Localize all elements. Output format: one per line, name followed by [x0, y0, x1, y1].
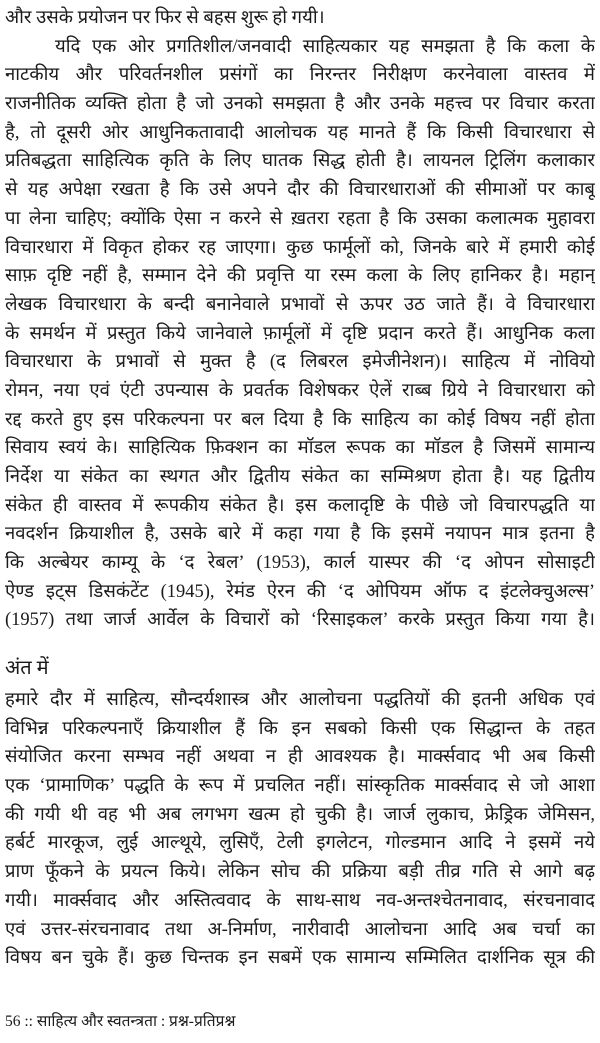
text-line: सिवाय स्वयं के। साहित्यिक फ़िक्शन का मॉडल रूपक का मॉडल है जिसमें सामान्य: [5, 438, 595, 459]
section-heading: अंत में: [5, 657, 49, 679]
page-footer: 56 :: साहित्य और स्वतन्त्रता : प्रश्न-प्रतिप्रश्न: [5, 1013, 236, 1030]
text-line: हमारे दौर में साहित्य, सौन्दर्यशास्त्र और आलोचना पद्धतियों की इतनी अधिक एवं: [5, 690, 595, 710]
text-line: निर्देश या संकेत का स्थगत और द्वितीय संकेत का सम्मिश्रण होता है। यह द्वितीय: [5, 467, 595, 487]
text-line: प्रतिबद्धता साहित्यिक कृति के लिए घातक सिद्ध होती है। लायनल ट्रिलिंग कलाकार: [5, 151, 595, 172]
text-line: हर्बर्ट मारकूज, लुई आल्थूये, लुसिएँ, टेली इगलेटन, गोल्डमान आदि ने इसमें नये: [5, 833, 595, 854]
text-line: एवं उत्तर-संरचनावाद तथा अ-निर्माण, नारीवादी आलोचना आदि अब चर्चा का: [5, 919, 595, 940]
text-line: विषय बन चुके हैं। कुछ चिन्तक इन सबमें एक सामान्य सम्मिलित दार्शनिक सूत्र की: [5, 948, 595, 969]
text-line: और उसके प्रयोजन पर फिर से बहस शुरू हो गयी।: [5, 8, 325, 28]
text-line: रद्द करते हुए इस परिकल्पना पर बल दिया है कि साहित्य का कोई विषय नहीं होता: [5, 409, 595, 430]
paragraph-1: [5, 4, 595, 635]
text-line: एक ‘प्रामाणिक’ पद्धति के रूप में प्रचलित नहीं। सांस्कृतिक मार्क्सवाद से जो आशा: [5, 776, 595, 797]
text-line: ऐण्ड इट्स डिसकंटेंट (1945), रेमंड ऐरन की ‘द ओपियम ऑफ द इंटलेक्चुअल्स’: [5, 581, 595, 602]
text-line: प्राण फूँकने के प्रयत्न किये। लेकिन सोच की प्रक्रिया बड़ी तीव्र गति से आगे बढ़: [5, 862, 595, 883]
text-line: साफ़ दृष्टि नहीं है, सम्मान देने की प्रवृत्ति या रस्म कला के लिए हानिकर है। महान्: [5, 266, 595, 287]
paragraph-2: [5, 686, 595, 973]
text-line: संकेत ही वास्तव में रूपकीय संकेत है। इस कलादृष्टि के पीछे जो विचारपद्धति या: [5, 495, 595, 516]
text-line: लेखक विचारधारा के बन्दी बनानेवाले प्रभावों से ऊपर उठ जाते हैं। वे विचारधारा: [5, 294, 595, 315]
text-line: विभिन्न परिकल्पनाएँ क्रियाशील हैं कि इन सबको किसी एक सिद्धान्त के तहत: [5, 718, 595, 739]
text-line: विचारधारा में विकृत होकर रह जाएगा। कुछ फार्मूलों को, जिनके बारे में हमारी कोई: [5, 237, 595, 258]
text-line: कि अल्बेयर काम्यू के ‘द रेबल’ (1953), कार्ल यास्पर की ‘द ओपन सोसाइटी: [5, 553, 595, 574]
text-line: विचारधारा के प्रभावों से मुक्त है (द लिबरल इमेजीनेशन)। साहित्य में नोवियो: [5, 352, 595, 373]
text-line: (1957) तथा जार्ज आर्वेल के विचारों को ‘रिसाइकल’ करके प्रस्तुत किया गया है।: [5, 610, 595, 631]
text-line: राजनीतिक व्यक्ति होता है जो उनको समझता है और उनके महत्त्व पर विचार करता: [5, 94, 595, 115]
text-line: के समर्थन में प्रस्तुत किये जानेवाले फ़ार्मूलों में दृष्टि प्रदान करते हैं। आधुनिक कला: [5, 323, 595, 344]
text-line: नाटकीय और परिवर्तनशील प्रसंगों का निरन्तर निरीक्षण करनेवाला वास्तव में: [5, 65, 595, 86]
text-line: नवदर्शन क्रियाशील है, उसके बारे में कहा गया है कि इसमें नयापन मात्र इतना है: [5, 524, 595, 545]
text-line: गयी। मार्क्सवाद और अस्तित्ववाद के साथ-साथ नव-अन्तश्चेतनावाद, संरचनावाद: [5, 890, 595, 911]
text-line: रोमन, नया एवं एंटी उपन्यास के प्रवर्तक विशेषकर ऐलें राब्ब ग्रिये ने विचारधारा को: [5, 380, 595, 401]
text-line: से यह अपेक्षा रखता है कि उसे अपने दौर की विचारधाराओं की सीमाओं पर काबू: [5, 180, 595, 201]
text-line: है, तो दूसरी ओर आधुनिकतावादी आलोचक यह मानते हैं कि किसी विचारधारा से: [5, 122, 595, 143]
text-line: यदि एक ओर प्रगतिशील/जनवादी साहित्यकार यह समझता है कि कला के: [55, 36, 595, 57]
text-line: की गयी थी वह भी अब लगभग खत्म हो चुकी है। जार्ज लुकाच, फ्रेड्रिक जेमिसन,: [5, 804, 595, 825]
text-line: संयोजित करना सम्भव नहीं अथवा न ही आवश्यक है। मार्क्सवाद भी अब किसी: [5, 747, 595, 768]
text-line: पा लेना चाहिए; क्योंकि ऐसा न करने से ख़तरा रहता है कि उसका कलात्मक मुहावरा: [5, 208, 595, 229]
